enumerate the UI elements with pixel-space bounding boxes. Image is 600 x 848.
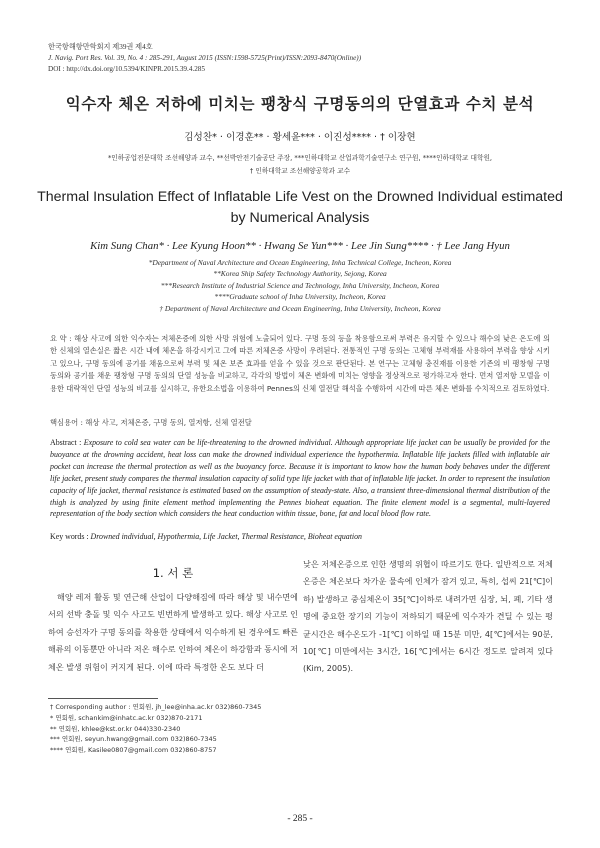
korean-abstract	[50, 333, 550, 395]
english-title-line: by Numerical Analysis	[230, 210, 370, 226]
korean-affiliation-line: † 인하대학교 조선해양공학과 교수	[249, 167, 351, 175]
english-title	[36, 187, 564, 229]
korean-keywords-text: 해상 사고, 저체온증, 구명 동의, 열저항, 신체 열전달	[85, 418, 252, 427]
footnote: **** 연회원, Kasilee0807@gmail.com 032)860-8757	[50, 746, 217, 755]
body-paragraph: 낮은 저체온증으로 인한 생명의 위협이 따르기도 한다. 일반적으로 저체온증은 체온보다 차가운 물속에 인체가 잠겨 있고, 특히, 섭씨 21[℃]이하) 발생하고 중심체온이 35[℃]이하로 내려가면 심장, 뇌, 폐, 기타 생명에 중요한 장기의 기능이 저하되기 때문에 익수자가 견딜 수 있는 평균시간은 해수온도가 -1[℃] 이하일 때 15분 미만, 4[℃]에서는 90분, 10[℃] 미만에서는 3시간, 16[℃]에서는 6시간 정도로 알려져 있다(Kim, 2005).	[303, 559, 553, 674]
footnote: ** 연회원, khlee@kst.or.kr 044)330-2340	[50, 724, 181, 733]
body-column-left	[48, 589, 298, 676]
korean-abstract-text: 해상 사고에 의한 익수자는 저체온증에 의한 사망 위험에 노출되어 있다. 구명 동의 등을 착용함으로써 부력은 유지할 수 있으나 해수의 낮은 온도에 의한 신체의 열손실은 짧은 시간 내에 체온을 하강시키고 그에 따른 저체온증 사망이 우려된다. 전통적인 구명 동의는 고체형 부력재를 사용하여 부력을 향상 시키고 있으나, 구명 동의에 공기를 채움으로써 부력 및 체온 보존 효과를 얻을 수 있을 것으로 판단된다. 본 연구는 고체형 충진재를 이용한 기존의 비 팽창형 구명 동의와 공기를 채운 팽창형 구명 동의의 단열 성능을 비교하고, 각각의 방법이 체온 변화에 미치는 영향을 정상적으로 평가하고자 한다. 먼저 열저항 모델을 이용한 대략적인 단열 성능의 비교를 실시하고, 유한요소법을 이용하여 Pennes의 신체 열전달 해석을 수행하여 시간에 따른 체온 변화를 수치적으로 검토하였다.	[50, 334, 550, 393]
korean-keywords	[50, 418, 550, 428]
section-heading-introduction: 1. 서 론	[152, 566, 194, 580]
english-keywords-text: Drowned individual, Hypothermia, Life Jacket, Thermal Resistance, Bioheat equation	[90, 532, 362, 541]
body-column-right	[303, 556, 553, 678]
korean-affiliation-line: *인하공업전문대학 조선해양과 교수, **선박안전기술공단 주장, ***인하대학교 산업과학기술연구소 연구원, ****인하대학교 대학원,	[107, 154, 493, 162]
footnote: *** 연회원, seyun.hwang@gmail.com 032)860-7345	[50, 735, 217, 744]
english-keywords	[50, 532, 550, 541]
english-affiliation-line: **Korea Ship Safety Technology Authority, Sejong, Korea	[213, 269, 387, 279]
english-authors: Kim Sung Chan* · Lee Kyung Hoon** · Hwang Se Yun*** · Lee Jin Sung**** · † Lee Jang Hyun	[90, 240, 510, 252]
korean-abstract-label: 요 약 :	[50, 334, 75, 343]
journal-citation: J. Navig. Port Res. Vol. 39, No. 4 : 285-291, August 2015 (ISSN:1598-5725(Print)/ISSN:2093-8470(Online))	[48, 54, 362, 62]
journal-header	[48, 42, 361, 75]
footnote: † Corresponding author : 연회원, jh_lee@inha.ac.kr 032)860-7345	[50, 703, 262, 711]
footnote-divider	[48, 698, 158, 699]
english-abstract-text: Exposure to cold sea water can be life-threatening to the drowned individual. Although appropriate life jacket can be usually be provided for the buoyance at the drowning accident, heat loss can make the drowned individual experience the hypothermia. Inflatable life jackets filled with inflatable air pocket can increase the thermal protection as well as the buoyancy force. Because it is important to know how the human body behaves under the different life jacket, present study compares the thermal insulation capacity of solid type life jacket with that of inflatable life jacket. In order to represent the insulation capacity of life jacket, thermal resistance is estimated based on the assumption of steady-state. Also, a transient three-dimensional thermal distribution of the thigh is analyzed by using finite element method implementing the Pennes bioheat equation. The finite element model is a segmental, multi-layered representation of the body section which considers the heat conduction within tissue, bone, fat and local blood flow rate.	[50, 438, 550, 519]
footnotes	[50, 702, 350, 756]
english-abstract-label: Abstract :	[50, 438, 84, 447]
english-affiliation-line: *Department of Naval Architecture and Ocean Engineering, Inha Technical College, Incheon, Korea	[148, 258, 452, 267]
english-affiliations	[40, 257, 560, 314]
english-affiliation-line: † Department of Naval Architecture and Ocean Engineering, Inha University, Incheon, Korea	[159, 303, 441, 313]
korean-keywords-label: 핵심용어 :	[50, 418, 86, 427]
korean-title: 익수자 체온 저하에 미치는 팽창식 구명동의의 단열효과 수치 분석	[65, 95, 535, 113]
korean-authors: 김성찬* · 이경훈** · 황세윤*** · 이진성**** · † 이장현	[184, 132, 416, 143]
english-affiliation-line: ***Research Institute of Industrial Science and Technology, Inha University, Incheon, Korea	[160, 280, 440, 290]
english-keywords-label: Key words :	[50, 532, 91, 541]
english-affiliation-line: ****Graduate school of Inha University, Incheon, Korea	[214, 292, 386, 302]
english-title-line: Thermal Insulation Effect of Inflatable Life Vest on the Drowned Individual estimated	[37, 189, 563, 205]
english-abstract	[50, 437, 550, 520]
page-number: - 285 -	[287, 814, 313, 824]
korean-affiliations	[40, 152, 560, 178]
footnote: * 연회원, schankim@inhatc.ac.kr 032)870-2171	[50, 713, 203, 722]
body-paragraph: 해양 레저 활동 및 연근해 산업이 다양해짐에 따라 해상 및 내수면에서의 선박 충돌 및 익수 사고도 빈번하게 발생하고 있다. 해상 사고로 인하여 승선자가 구명 동의를 착용한 상태에서 익수하게 된 경우에도 빠른 해류의 이동뿐만 아니라 저온 해수로 인하여 체온이 하강함과 동시에 저체온 발생 위험이 커지게 된다. 이에 따라 특정한 온도 보다 더	[48, 592, 298, 672]
doi-line: DOI : http://dx.doi.org/10.5394/KINPR.2015.39.4.285	[48, 65, 205, 73]
journal-name: 한국항해항만학회지 제39권 제4호	[48, 43, 153, 51]
